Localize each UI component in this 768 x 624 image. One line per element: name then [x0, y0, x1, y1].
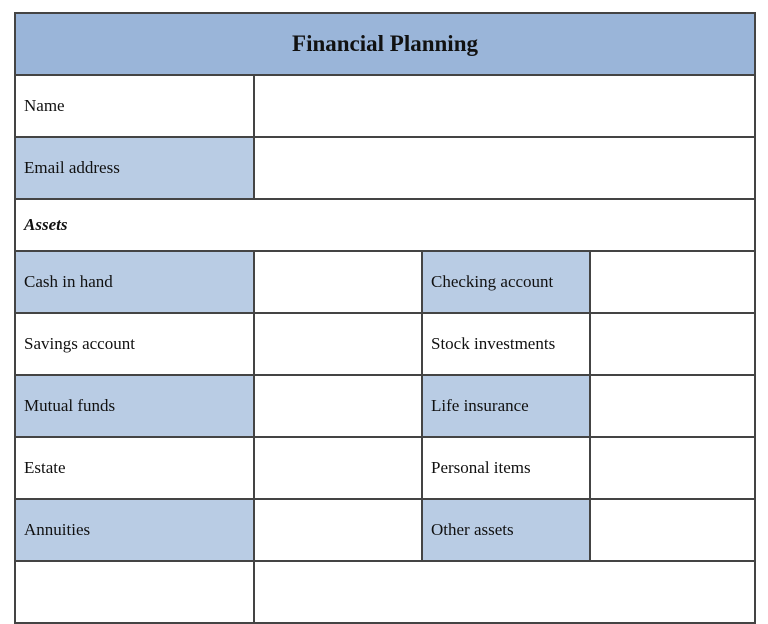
stock-investments-label: Stock investments	[423, 314, 591, 374]
assets-section-row	[16, 200, 754, 252]
other-assets-label: Other assets	[423, 500, 591, 560]
checking-account-label: Checking account	[423, 252, 591, 312]
financial-planning-form	[14, 12, 756, 624]
name-field[interactable]	[255, 76, 754, 136]
stock-investments-field[interactable]	[591, 314, 754, 374]
table-row	[16, 376, 754, 438]
life-insurance-label: Life insurance	[423, 376, 591, 436]
life-insurance-field[interactable]	[591, 376, 754, 436]
estate-label: Estate	[16, 438, 255, 498]
email-label: Email address	[16, 138, 255, 198]
mutual-funds-field[interactable]	[255, 376, 423, 436]
savings-account-field[interactable]	[255, 314, 423, 374]
annuities-field[interactable]	[255, 500, 423, 560]
personal-items-label: Personal items	[423, 438, 591, 498]
assets-heading: Assets	[24, 215, 68, 234]
next-row-label	[16, 562, 255, 622]
table-row	[16, 314, 754, 376]
checking-account-field[interactable]	[591, 252, 754, 312]
name-label: Name	[16, 76, 255, 136]
estate-field[interactable]	[255, 438, 423, 498]
email-field[interactable]	[255, 138, 754, 198]
savings-account-label: Savings account	[16, 314, 255, 374]
table-row	[16, 562, 754, 624]
cash-in-hand-label: Cash in hand	[16, 252, 255, 312]
email-row	[16, 138, 754, 200]
mutual-funds-label: Mutual funds	[16, 376, 255, 436]
other-assets-field[interactable]	[591, 500, 754, 560]
form-title: Financial Planning	[16, 14, 754, 76]
table-row	[16, 252, 754, 314]
table-row	[16, 500, 754, 562]
cash-in-hand-field[interactable]	[255, 252, 423, 312]
name-row	[16, 76, 754, 138]
annuities-label: Annuities	[16, 500, 255, 560]
personal-items-field[interactable]	[591, 438, 754, 498]
table-row	[16, 438, 754, 500]
next-row-field[interactable]	[255, 562, 754, 622]
